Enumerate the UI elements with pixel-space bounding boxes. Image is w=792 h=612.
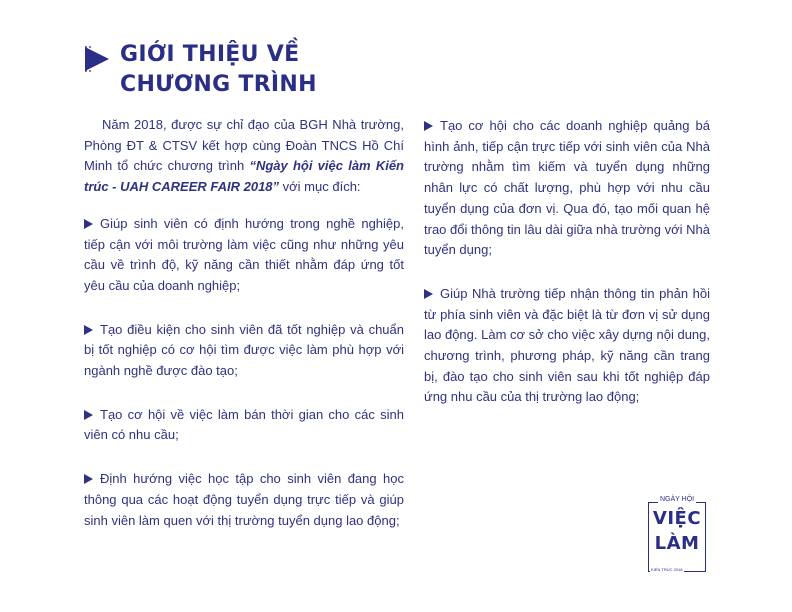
list-item <box>84 320 404 382</box>
event-name: “Ngày hội việc làm Kiến trúc - UAH CAREER FAIR 2018” <box>84 158 404 195</box>
triangle-bullet-icon <box>84 325 93 335</box>
list-item <box>84 469 404 531</box>
logo-word-1: VIỆC <box>652 508 702 529</box>
logo-word-2: LÀM <box>654 533 700 554</box>
left-column <box>84 115 404 531</box>
logo-bottom-text: KIẾN TRÚC 2018 <box>651 567 683 572</box>
intro-text-start: Năm 2018, được sự chỉ đạo của BGH Nhà trường, Phòng ĐT & CTSV kết hợp cùng Đoàn TNCS Hồ Chí Minh tổ chức chương trình <box>84 117 404 174</box>
list-item <box>424 116 710 261</box>
list-item-text: Tạo điều kiện cho sinh viên đã tốt nghiệp và chuẩn bị tốt nghiệp có cơ hội tìm được việc làm phù hợp với ngành nghề được đào tạo; <box>84 321 404 379</box>
triangle-bullet-icon <box>84 219 93 229</box>
triangle-bullet-icon <box>84 410 93 420</box>
list-item-text: Tạo cơ hội cho các doanh nghiệp quảng bá hình ảnh, tiếp cận trực tiếp với sinh viên của Nhà trường nhằm tìm kiếm và tuyển dụng những nhân lực có chất lượng, phù hợp với nhu cầu tuyển dụng của đơn vị. Qua đó, tạo mối quan hệ trao đổi thông tin lâu dài giữa nhà trường với Nhà tuyển dụng; <box>424 118 710 258</box>
list-item <box>424 284 710 408</box>
list-item <box>84 214 404 297</box>
list-item-text: Tạo cơ hội về việc làm bán thời gian cho các sinh viên có nhu cầu; <box>84 406 404 443</box>
logo-top-text: NGÀY HỘI <box>660 496 695 503</box>
list-item <box>84 405 404 446</box>
intro-text-end: với mục đích: <box>279 179 361 195</box>
play-arrow-icon <box>84 46 110 72</box>
list-item-text: Giúp sinh viên có định hướng trong nghề nghiệp, tiếp cận với môi trường làm việc cũng như những yêu cầu về trình độ, kỹ năng cần thiết nhằm đáp ứng tốt yêu cầu của doanh nghiệp; <box>84 215 404 293</box>
page-title-line-1: GIỚI THIỆU VỀ <box>120 42 300 67</box>
list-item-text: Giúp Nhà trường tiếp nhận thông tin phản hồi từ phía sinh viên và đặc biệt là từ đơn vị sử dụng lao động. Làm cơ sở cho việc xây dựng nội dung, chương trình, phương pháp, kỹ năng cần trang bị, đào tạo cho sinh viên sau khi tốt nghiệp đáp ứng nhu cầu của thị trường lao động; <box>424 285 710 405</box>
triangle-bullet-icon <box>84 474 93 484</box>
page-title-line-2: CHƯƠNG TRÌNH <box>120 72 317 97</box>
triangle-bullet-icon <box>424 121 433 131</box>
triangle-bullet-icon <box>424 289 433 299</box>
intro-paragraph <box>84 115 404 198</box>
right-column <box>424 116 710 408</box>
event-logo <box>648 496 710 574</box>
list-item-text: Định hướng việc học tập cho sinh viên đang học thông qua các hoạt động tuyển dụng trực tiếp và giúp sinh viên làm quen với thị trường tuyển dụng lao động; <box>84 471 404 528</box>
